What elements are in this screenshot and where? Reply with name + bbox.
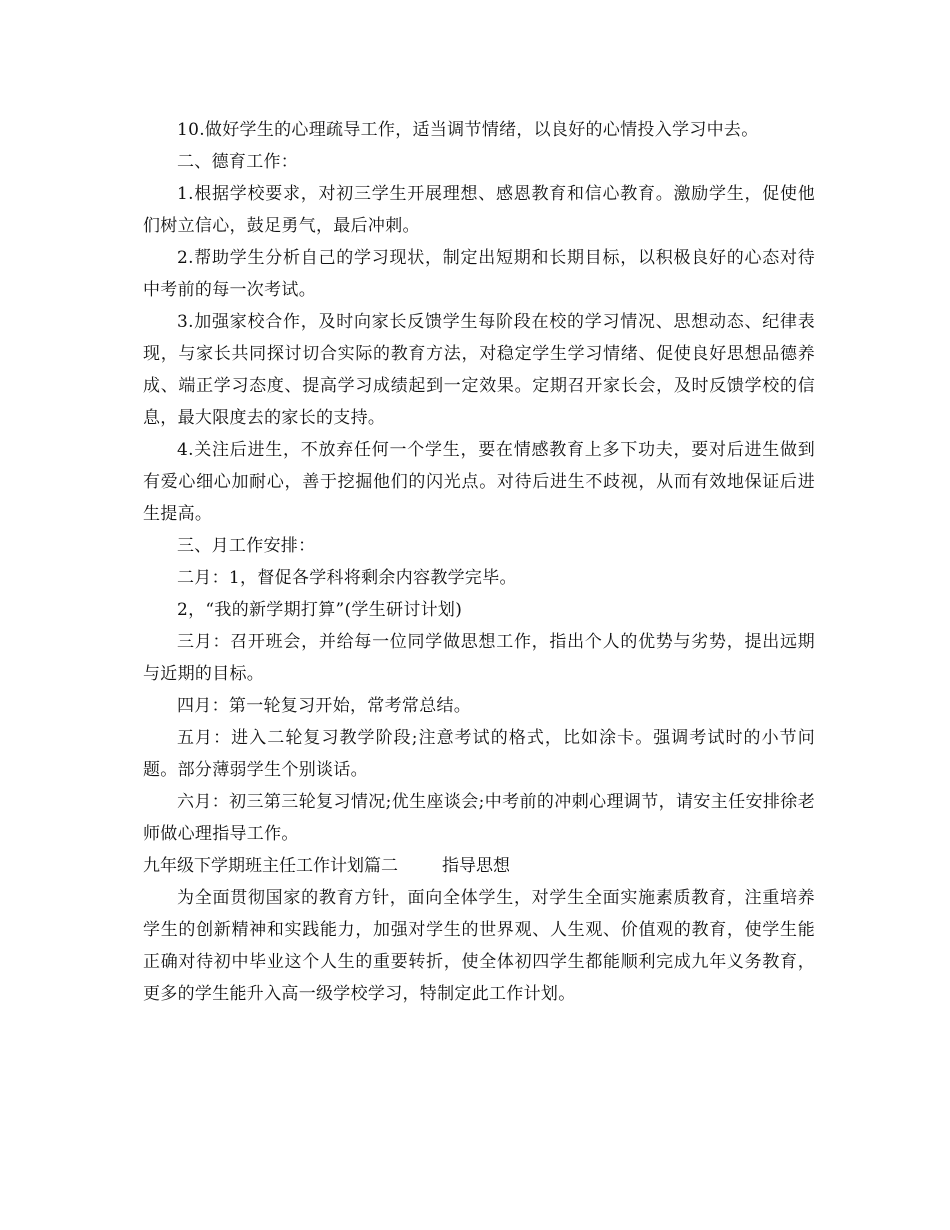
paragraph: 1.根据学校要求，对初三学生开展理想、感恩教育和信心教育。激励学生，促使他们树立信心，鼓足勇气，最后冲刺。 bbox=[143, 184, 815, 236]
section-title-row bbox=[143, 850, 815, 882]
paragraph: 2.帮助学生分析自己的学习现状，制定出短期和长期目标，以积极良好的心态对待中考前的每一次考试。 bbox=[143, 248, 815, 300]
paragraph: 六月：初三第三轮复习情况;优生座谈会;中考前的冲刺心理调节，请安主任安排徐老师做心理指导工作。 bbox=[143, 792, 815, 844]
section-heading: 二、德育工作： bbox=[177, 152, 299, 172]
section-title: 九年级下学期班主任工作计划篇二 bbox=[143, 856, 398, 876]
paragraph: 二月：1，督促各学科将剩余内容教学完毕。 bbox=[177, 568, 517, 588]
paragraph: 五月：进入二轮复习教学阶段;注意考试的格式，比如涂卡。强调考试时的小节问题。部分薄弱学生个别谈话。 bbox=[143, 728, 815, 780]
title-gap bbox=[398, 850, 442, 882]
paragraph: 10.做好学生的心理疏导工作，适当调节情绪，以良好的心情投入学习中去。 bbox=[177, 120, 759, 140]
paragraph: 三月：召开班会，并给每一位同学做思想工作，指出个人的优势与劣势，提出远期与近期的目标。 bbox=[143, 632, 815, 684]
section-subtitle: 指导思想 bbox=[442, 856, 510, 876]
paragraph: 3.加强家校合作，及时向家长反馈学生每阶段在校的学习情况、思想动态、纪律表现，与家长共同探讨切合实际的教育方法，对稳定学生学习情绪、促使良好思想品德养成、端正学习态度、提高学习成绩起到一定效果。定期召开家长会，及时反馈学校的信息，最大限度去的家长的支持。 bbox=[143, 312, 815, 428]
section-heading: 三、月工作安排： bbox=[177, 536, 316, 556]
document-body bbox=[143, 114, 815, 1010]
paragraph: 4.关注后进生，不放弃任何一个学生，要在情感教育上多下功夫，要对后进生做到有爱心细心加耐心，善于挖掘他们的闪光点。对待后进生不歧视，从而有效地保证后进生提高。 bbox=[143, 440, 815, 524]
paragraph: 四月：第一轮复习开始，常考常总结。 bbox=[177, 696, 472, 716]
closing-paragraph: 为全面贯彻国家的教育方针，面向全体学生，对学生全面实施素质教育，注重培养学生的创新精神和实践能力，加强对学生的世界观、人生观、价值观的教育，使学生能正确对待初中毕业这个人生的重要转折，使全体初四学生都能顺利完成九年义务教育，更多的学生能升入高一级学校学习，特制定此工作计划。 bbox=[143, 888, 815, 1004]
paragraph: 2，“我的新学期打算”(学生研讨计划) bbox=[177, 600, 463, 620]
